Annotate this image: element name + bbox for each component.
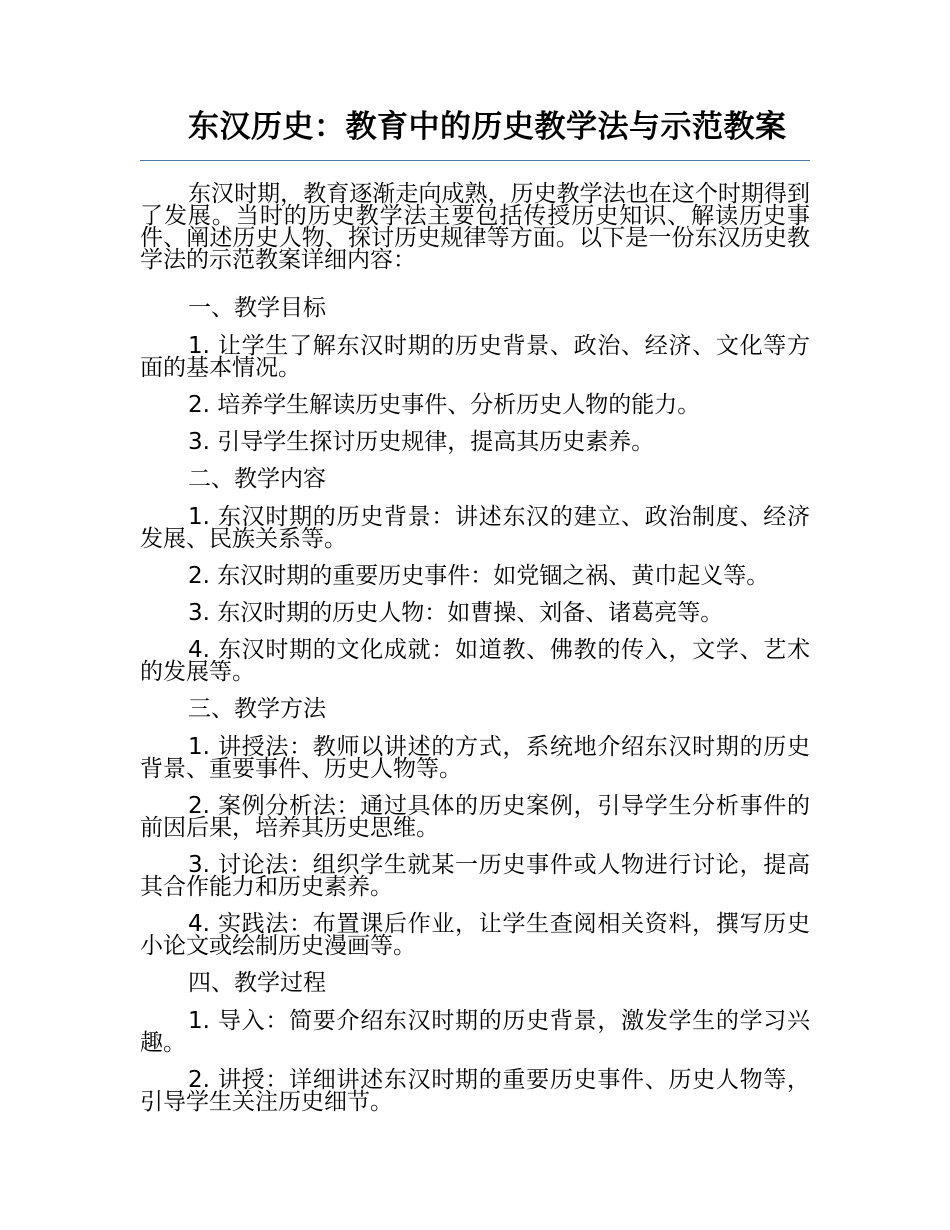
intro-paragraph: 东汉时期，教育逐渐走向成熟，历史教学法也在这个时期得到了发展。当时的历史教学法主要包括传授历史知识、解读历史事件、阐述历史人物、探讨历史规律等方面。以下是一份东汉历史教学法的示范教案详细内容：: [140, 181, 810, 273]
process-item-2: 2. 讲授：详细讲述东汉时期的重要历史事件、历史人物等，引导学生关注历史细节。: [140, 1067, 810, 1115]
title-divider: [140, 160, 810, 161]
method-item-2: 2. 案例分析法：通过具体的历史案例，引导学生分析事件的前因后果，培养其历史思维。: [140, 793, 810, 841]
section-heading-process: 四、教学过程: [188, 970, 326, 996]
method-item-1: 1. 讲授法：教师以讲述的方式，系统地介绍东汉时期的历史背景、重要事件、历史人物等。: [140, 734, 810, 782]
objective-item-3: 3. 引导学生探讨历史规律，提高其历史素养。: [188, 429, 655, 455]
content-item-3: 3. 东汉时期的历史人物：如曹操、刘备、诸葛亮等。: [188, 600, 724, 626]
objective-item-1: 1. 让学生了解东汉时期的历史背景、政治、经济、文化等方面的基本情况。: [140, 333, 810, 381]
objective-item-2: 2. 培养学生解读历史事件、分析历史人物的能力。: [188, 392, 701, 418]
section-heading-methods: 三、教学方法: [188, 696, 326, 722]
section-heading-objectives: 一、教学目标: [188, 295, 326, 321]
content-item-2: 2. 东汉时期的重要历史事件：如党锢之祸、黄巾起义等。: [188, 563, 770, 589]
content-item-1: 1. 东汉时期的历史背景：讲述东汉的建立、政治制度、经济发展、民族关系等。: [140, 504, 810, 552]
content-item-4: 4. 东汉时期的文化成就：如道教、佛教的传入，文学、艺术的发展等。: [140, 637, 810, 685]
method-item-3: 3. 讨论法：组织学生就某一历史事件或人物进行讨论，提高其合作能力和历史素养。: [140, 852, 810, 900]
document-page: [140, 100, 810, 1128]
method-item-4: 4. 实践法：布置课后作业，让学生查阅相关资料，撰写历史小论文或绘制历史漫画等。: [140, 911, 810, 959]
document-title: 东汉历史：教育中的历史教学法与示范教案: [188, 109, 787, 145]
process-item-1: 1. 导入：简要介绍东汉时期的历史背景，激发学生的学习兴趣。: [140, 1008, 810, 1056]
section-heading-content: 二、教学内容: [188, 466, 326, 492]
